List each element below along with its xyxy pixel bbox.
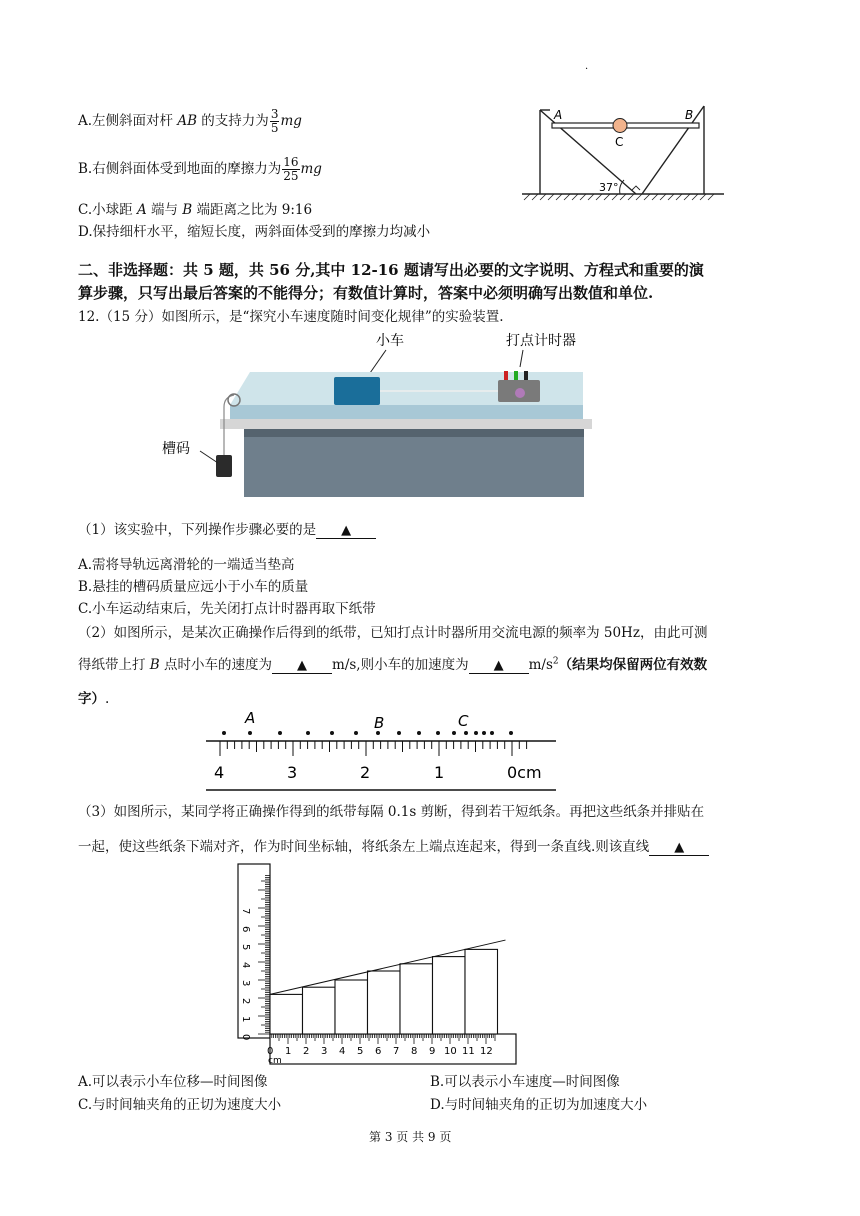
vertical-ruler-label: 5 (240, 944, 251, 951)
horizontal-ruler-label: 3 (321, 1046, 328, 1057)
q12-part2-line3 (78, 687, 109, 707)
paper-strip (400, 964, 433, 1034)
label-b: B (685, 108, 694, 122)
ground-hatch (524, 194, 714, 200)
paper-strip (433, 957, 466, 1034)
horizontal-ruler-label: 7 (393, 1046, 400, 1057)
q11-option-b-pre: B.右侧斜面体受到地面的摩擦力为 (78, 161, 282, 177)
tape-label-b: B (374, 714, 385, 732)
q12-part3-option-b: B.可以表示小车速度—时间图像 (430, 1074, 620, 1090)
q11-option-a-mid: 的支持力为 (197, 113, 269, 129)
table-body (244, 429, 584, 497)
timer-disk (515, 388, 525, 398)
q12-part2-unit2: m/s (528, 657, 553, 673)
q12-part3-option-d: D.与时间轴夹角的正切为加速度大小 (430, 1097, 648, 1113)
fraction-denominator: 25 (283, 169, 299, 183)
angle-label: 37° (599, 181, 619, 194)
horizontal-ruler-label: 12 (480, 1046, 493, 1057)
tape-dot (417, 731, 421, 735)
fraction-denominator: 5 (270, 121, 279, 135)
page-footer: 第 3 页 共 9 页 (369, 1130, 452, 1144)
q12-part3-line2-text: 一起，使这些纸条下端对齐，作为时间坐标轴，将纸条左上端点连起来，得到一条直线.则该直线 (78, 839, 650, 855)
horizontal-ruler-label: 2 (303, 1046, 310, 1057)
tape-dot (306, 731, 310, 735)
strip-chart-figure (236, 862, 520, 1068)
incline-right-slope (642, 106, 704, 194)
horizontal-ruler-label: 10 (444, 1046, 457, 1057)
q11-option-c-mid: 端与 (146, 202, 183, 218)
q12-part1-option-b: B.悬挂的槽码质量应远小于小车的质量 (78, 579, 309, 595)
fraction-numerator: 3 (270, 107, 279, 121)
horizontal-ruler-label: 11 (462, 1046, 475, 1057)
right-angle-mark (632, 186, 640, 190)
q12-part2-unit1: m/s,则小车的加速度为 (332, 657, 469, 673)
q11-option-a (78, 108, 302, 135)
header-dot: · (585, 64, 589, 75)
q12-part3-blank[interactable]: ▲ (649, 840, 709, 856)
ruler-label-1: 1 (434, 763, 445, 782)
q12-part2-unit2-sup: 2 (552, 656, 559, 667)
tape-dot (222, 731, 226, 735)
q12-part2-blank-velocity[interactable]: ▲ (272, 658, 332, 674)
section2-heading-line1: 二、非选择题：共 5 题，共 56 分,其中 12-16 题请写出必要的文字说明、方程式和重要的演 (78, 261, 704, 279)
q12-part3-option-a: A.可以表示小车位移—时间图像 (78, 1074, 268, 1090)
q12-part3-line2 (78, 835, 709, 856)
tape-dot (482, 731, 486, 735)
timer-pointer (520, 350, 523, 367)
q12-part2-var-b: B (149, 657, 160, 673)
q12-part2-note: （结果均保留两位有效数 (558, 657, 708, 673)
q11-option-c-post: 端距离之比为 9:16 (192, 202, 313, 218)
vertical-ruler-label: 7 (240, 908, 251, 915)
ball-c (613, 119, 627, 133)
paper-strip (270, 994, 303, 1034)
q11-option-a-fraction (270, 108, 280, 135)
q11-option-c-pre: C.小球距 (78, 202, 137, 218)
label-a: A (554, 108, 563, 122)
horizontal-ruler-label: 1 (285, 1046, 292, 1057)
q12-part2-line3-bold: 字） (78, 691, 105, 707)
cart-label: 小车 (376, 333, 404, 349)
horizontal-ruler-label: 8 (411, 1046, 418, 1057)
q12-part1-blank[interactable]: ▲ (316, 523, 376, 539)
paper-strip (465, 949, 498, 1034)
q11-option-b (78, 156, 322, 183)
vertical-ruler-label: 4 (240, 962, 251, 969)
ruler-label-3: 3 (287, 763, 298, 782)
timer-label: 打点计时器 (506, 333, 576, 349)
timer-terminal-red (504, 371, 508, 380)
q12-part2-line2 (78, 653, 707, 674)
weight-label: 槽码 (162, 441, 190, 457)
fraction-numerator: 16 (283, 155, 299, 169)
q12-part3-line1: （3）如图所示，某同学将正确操作得到的纸带每隔 0.1s 剪断，得到若干短纸条。再把这些纸条并排贴在 (78, 804, 705, 820)
q11-option-a-pre: A.左侧斜面对杆 (78, 113, 178, 129)
tape-label-a: A (245, 709, 256, 727)
ruler-label-4: 4 (214, 763, 225, 782)
tape-dot (278, 731, 282, 735)
q11-option-d: D.保持细杆水平，缩短长度，两斜面体受到的摩擦力均减小 (78, 224, 431, 240)
tape-dot-a (248, 731, 252, 735)
table-top (220, 419, 592, 429)
horizontal-ruler-label: 5 (357, 1046, 364, 1057)
vertical-ruler-label: 1 (240, 1016, 251, 1023)
cart-block (334, 377, 380, 405)
q12-part2-line3-tail: . (105, 691, 110, 707)
tape-dot (330, 731, 334, 735)
q11-option-c-a: A (136, 202, 147, 218)
q12-part2-mid: 点时小车的速度为 (159, 657, 273, 673)
q11-option-c (78, 198, 312, 218)
q11-option-c-b: B (182, 202, 193, 218)
q11-option-a-mg: mg (280, 113, 302, 129)
timer-terminal-dark (524, 371, 528, 380)
q12-part2-line1: （2）如图所示，是某次正确操作后得到的纸带，已知打点计时器所用交流电源的频率为 50Hz，由此可测 (78, 625, 708, 641)
paper-strip (303, 987, 336, 1034)
vertical-ruler-label: 2 (240, 998, 251, 1005)
tape-dot (397, 731, 401, 735)
hanging-weight (216, 455, 232, 477)
strip-layer (238, 864, 516, 1066)
ruler-label-0cm: 0cm (507, 763, 542, 782)
vertical-ruler-label: 3 (240, 980, 251, 987)
ruler-label-2: 2 (360, 763, 371, 782)
tape-dot (354, 731, 358, 735)
q12-part3-option-c: C.与时间轴夹角的正切为速度大小 (78, 1097, 282, 1113)
tape-dot (474, 731, 478, 735)
q11-option-a-var: AB (177, 113, 198, 129)
tape-dot (490, 731, 494, 735)
q12-part2-pre: 得纸带上打 (78, 657, 150, 673)
q12-part2-blank-acceleration[interactable]: ▲ (469, 658, 529, 674)
vertical-ruler-label: 6 (240, 926, 251, 933)
vertical-ruler-label: 0 (240, 1034, 251, 1041)
section2-heading-line2: 算步骤，只写出最后答案的不能得分；有数值计算时，答案中必须明确写出数值和单位. (78, 284, 654, 302)
horizontal-ruler-label: 9 (429, 1046, 436, 1057)
paper-strip (368, 971, 401, 1034)
cart-pointer (370, 350, 386, 373)
q12-intro: 12.（15 分）如图所示，是“探究小车速度随时间变化规律”的实验装置. (78, 309, 504, 325)
tape-label-c: C (458, 712, 469, 730)
q11-option-b-fraction (282, 156, 299, 183)
q12-part1-text: （1）该实验中，下列操作步骤必要的是 (78, 522, 317, 538)
apparatus-figure (158, 325, 598, 500)
q12-part1 (78, 518, 376, 539)
table-shadow (244, 429, 584, 437)
paper-strip (335, 980, 368, 1034)
horizontal-ruler-label: 4 (339, 1046, 346, 1057)
tape-dot (509, 731, 513, 735)
track-front (230, 405, 583, 419)
q12-part1-option-c: C.小车运动结束后，先关闭打点计时器再取下纸带 (78, 601, 376, 617)
tape-dot (452, 731, 456, 735)
horizontal-ruler-label: 0 (267, 1046, 274, 1057)
tape-dot-c (464, 731, 468, 735)
q11-option-b-mg: mg (300, 161, 322, 177)
ruler-ticks (220, 741, 527, 756)
label-c: C (615, 135, 624, 149)
ruler-unit-label: cm (268, 1056, 282, 1066)
tape-dots (222, 731, 513, 735)
tape-dot (436, 731, 440, 735)
horizontal-ruler-label: 6 (375, 1046, 382, 1057)
tape-ruler-figure (200, 708, 562, 796)
q11-incline-figure (516, 102, 726, 210)
timer-terminal-green (514, 371, 518, 380)
q12-part1-option-a: A.需将导轨远离滑轮的一端适当垫高 (78, 557, 295, 573)
weight-pointer (200, 451, 218, 463)
